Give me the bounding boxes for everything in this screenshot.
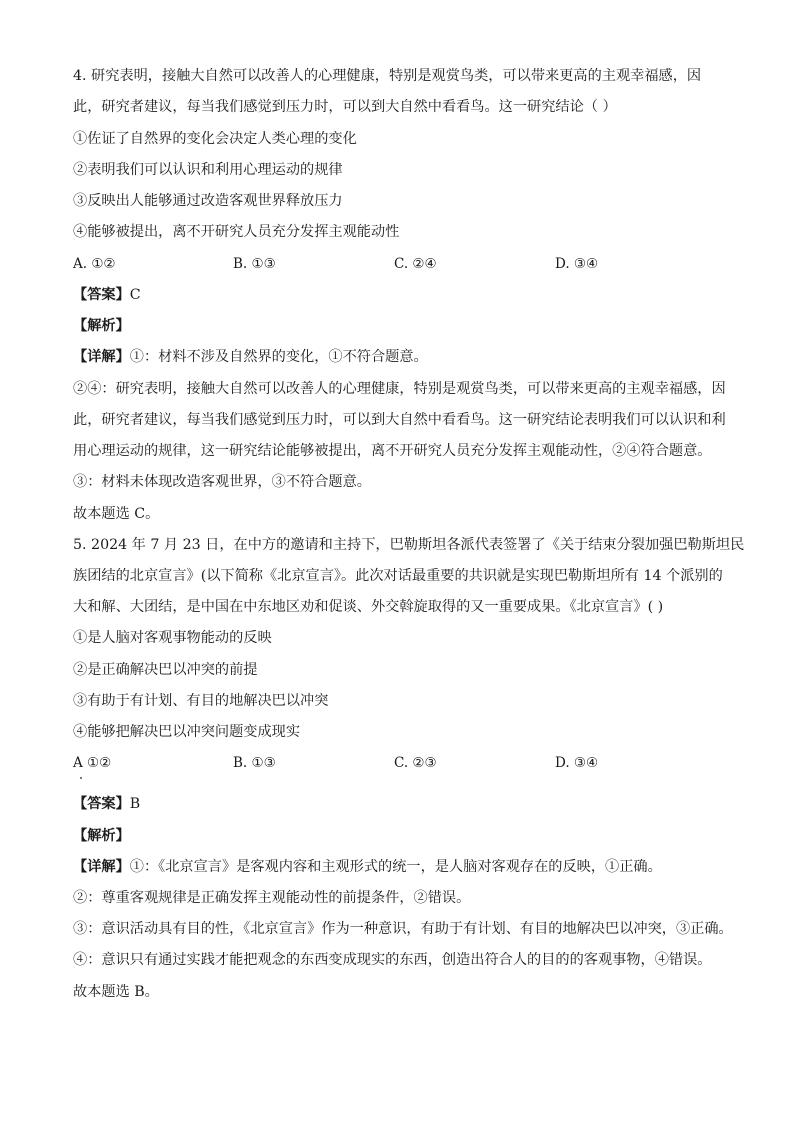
q5-detail-line-3: ③：意识活动具有目的性，《北京宣言》作为一种意识，有助于有计划、有目的地解决巴以冲突，③正确。 xyxy=(73,921,733,937)
q5-detail-tag: 【详解】 xyxy=(73,859,130,875)
q5-analysis-tag: 【解析】 xyxy=(73,828,130,844)
q4-conclusion: 故本题选 C。 xyxy=(73,506,160,522)
q4-detail-line-1 xyxy=(73,347,428,367)
q5-option-a: A ①② xyxy=(73,755,112,771)
q4-detail-line-3: 此，研究者建议，每当我们感觉到压力时，可以到大自然中看看鸟。这一研究结论表明我们可以认识和利 xyxy=(73,412,726,428)
stray-dot-mark xyxy=(80,777,82,779)
q5-stem-line-2: 族团结的北京宣言》(以下简称《北京宣言》。此次对话最重要的共识就是实现巴勒斯坦所有 14 个派别的 xyxy=(73,568,723,584)
q4-item-2: ②表明我们可以认识和利用心理运动的规律 xyxy=(73,162,343,178)
q5-detail-line-4: ④：意识只有通过实践才能把观念的东西变成现实的东西，创造出符合人的目的的客观事物，④错误。 xyxy=(73,952,712,968)
q5-item-4: ④能够把解决巴以冲突问题变成现实 xyxy=(73,724,301,740)
q4-analysis-tag: 【解析】 xyxy=(73,318,130,334)
q5-option-b: B. ①③ xyxy=(233,755,276,771)
q4-detail-line-5: ③：材料未体现改造客观世界，③不符合题意。 xyxy=(73,474,371,490)
q4-option-d: D. ③④ xyxy=(555,256,599,272)
q4-answer-value: C xyxy=(129,287,141,303)
q5-answer xyxy=(73,794,140,814)
q5-item-3: ③有助于有计划、有目的地解决巴以冲突 xyxy=(73,693,329,709)
q5-detail-text-1: ①：《北京宣言》是客观内容和主观形式的统一，是人脑对客观存在的反映，①正确。 xyxy=(129,859,662,875)
q4-option-c: C. ②④ xyxy=(394,256,437,272)
q4-stem-line-1: 4. 研究表明，接触大自然可以改善人的心理健康，特别是观赏鸟类，可以带来更高的主观幸福感，因 xyxy=(73,68,702,84)
q5-detail-line-2: ②：尊重客观规律是正确发挥主观能动性的前提条件，②错误。 xyxy=(73,890,471,906)
q5-item-2: ②是正确解决巴以冲突的前提 xyxy=(73,662,258,678)
q5-option-d: D. ③④ xyxy=(555,755,599,771)
q5-item-1: ①是人脑对客观事物能动的反映 xyxy=(73,630,272,646)
q4-stem-line-2: 此，研究者建议，每当我们感觉到压力时，可以到大自然中看看鸟。这一研究结论（ ） xyxy=(73,99,617,115)
q4-option-b: B. ①③ xyxy=(233,256,276,272)
q4-option-a: A. ①② xyxy=(73,256,116,272)
q4-detail-line-4: 用心理运动的规律，这一研究结论能够被提出，离不开研究人员充分发挥主观能动性，②④符合题意。 xyxy=(73,443,712,459)
q4-answer xyxy=(73,285,141,305)
q5-stem-line-3: 大和解、大团结，是中国在中东地区劝和促谈、外交斡旋取得的又一重要成果。《北京宣言》( ) xyxy=(73,599,664,615)
q4-item-4: ④能够被提出，离不开研究人员充分发挥主观能动性 xyxy=(73,224,400,240)
q5-stem-line-1: 5. 2024 年 7 月 23 日，在中方的邀请和主持下，巴勒斯坦各派代表签署了《关于结束分裂加强巴勒斯坦民 xyxy=(73,537,745,553)
q5-conclusion: 故本题选 B。 xyxy=(73,984,159,1000)
q4-answer-tag: 【答案】 xyxy=(73,287,130,303)
q4-detail-tag: 【详解】 xyxy=(73,349,130,365)
q4-detail-text-1: ①：材料不涉及自然界的变化，①不符合题意。 xyxy=(129,349,428,365)
q4-item-1: ①佐证了自然界的变化会决定人类心理的变化 xyxy=(73,131,357,147)
q4-item-3: ③反映出人能够通过改造客观世界释放压力 xyxy=(73,193,343,209)
q5-option-c: C. ②③ xyxy=(394,755,437,771)
q5-answer-tag: 【答案】 xyxy=(73,796,130,812)
q5-answer-value: B xyxy=(129,796,141,812)
q5-detail-line-1 xyxy=(73,857,662,877)
q4-detail-line-2: ②④：研究表明，接触大自然可以改善人的心理健康，特别是观赏鸟类，可以带来更高的主观幸福感，因 xyxy=(73,381,726,397)
